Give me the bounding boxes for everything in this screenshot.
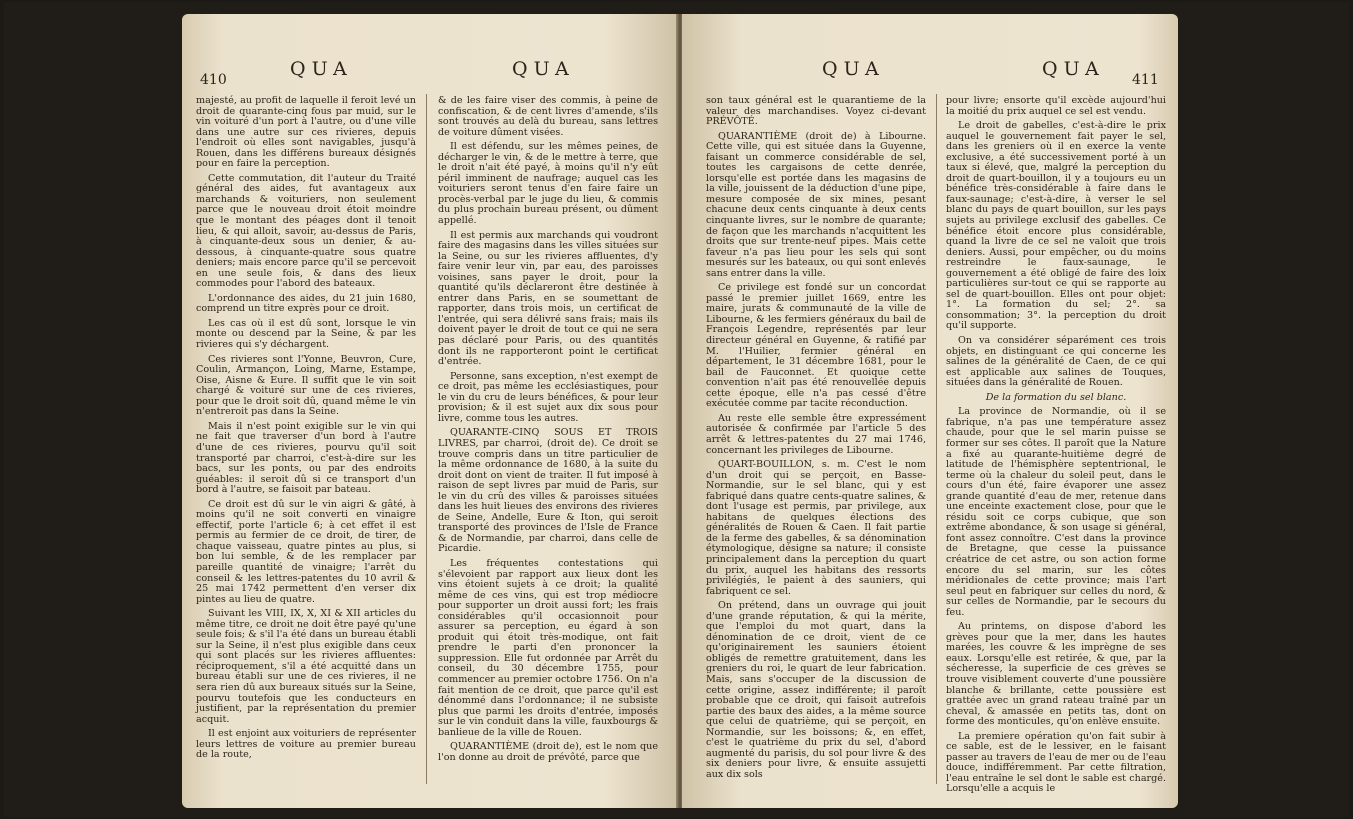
text-column-1	[706, 96, 926, 786]
paragraph: Il est permis aux marchands qui voudront faire des magasins dans les villes situées sur la Seine, ou sur les rivieres affluentes, d'y faire venir leur vin, par eau, des paroisses voisines, sans payer le droit, pour la quantité qu'ils déclareront être destinée à entrer dans Paris, en se soumettant de rapporter, dans trois mois, un certificat de l'entrée, qui sera délivré sans frais; mais ils doivent payer le droit de tout ce qui ne sera pas déclaré pour Paris, ou des quantités dont ils ne rapporteront point le certificat d'entrée.	[438, 229, 658, 368]
paragraph: Ces rivieres sont l'Yonne, Beuvron, Cure, Coulin, Armançon, Loing, Marne, Estampe, Oise, Aisne & Eure. Il suffit que le vin soit chargé & voituré sur une de ces rivieres, pour que le droit soit dû, quand même le vin n'entreroit pas dans la Seine.	[196, 353, 416, 418]
paragraph: La province de Normandie, où il se fabrique, n'a pas une température assez chaude, pour que le sel marin puisse se former sur ses côtes. Il paroît que la Nature a fixé au quarante-huitième degré de latitude de l'hémisphère septentrional, le terme où la chaleur du soleil peut, dans le cours d'un été, faire évaporer une assez grande quantité d'eau de mer, retenue dans une enceinte exactement close, pour que le résidu soit ce corps cubique, que son extrême abondance, & son usage si général, font assez connoître. C'est dans la province de Bretagne, que cesse la puissance créatrice de cet astre, ou son action forme encore du sel marin, sur les côtes méridionales de cette province; mais l'art seul peut en fabriquer sur celles du nord, & sur celles de Normandie, par le secours du feu.	[946, 406, 1166, 618]
left-page	[182, 14, 678, 808]
page-number: 411	[1132, 72, 1159, 88]
running-head: QUA	[290, 58, 353, 80]
paragraph: QUART-BOUILLON, s. m. C'est le nom d'un droit qui se perçoit, en Basse-Normandie, sur le sel blanc, qui y est fabriqué dans quatre cents-quatre salines, & dont l'usage est permis, par privilege, aux habitans de quelques élections des généralités de Rouen & Caen. Il fait partie de la ferme des gabelles, & sa dénomination étymologique, désigne sa nature; il consiste principalement dans la perception du quart du prix, auquel les habitans des ressorts privilégiés, le paient à des sauniers, qui fabriquent ce sel.	[706, 459, 926, 597]
column-rule	[936, 94, 937, 784]
paragraph: On prétend, dans un ouvrage qui jouit d'une grande réputation, & qui la mérite, que l'emploi du mot quart, dans la dénomination de ce droit, vient de ce qu'originairement les sauniers étoient obligés de remettre gratuitement, dans les greniers du roi, le quart de leur fabrication. Mais, sans s'occuper de la discussion de cette origine, assez indifférente; il paroît probable que ce droit, qui faisoit autrefois partie des baux des aides, a la même source que celui de quatrième, qui se perçoit, en Normandie, sur les boissons; &, en effet, c'est le quatrième du prix du sel, d'abord augmenté du parisis, du sol pour livre & des six deniers pour livre, & ensuite assujetti aux dix sols	[706, 600, 926, 780]
paragraph: Mais il n'est point exigible sur le vin qui ne fait que traverser d'un bord à l'autre d'une de ces rivieres, pourvu qu'il soit transporté par charroi, c'est-à-dire sur les bacs, sur les ponts, ou par des endroits guéables: il seroit dû si ce transport d'un bord à l'autre, se faisoit par bateau.	[196, 420, 416, 496]
book-spread	[4, 2, 1349, 817]
section-heading: De la formation du sel blanc.	[985, 391, 1127, 403]
paragraph: L'ordonnance des aides, du 21 juin 1680, comprend un titre exprès pour ce droit.	[196, 292, 416, 315]
paragraph: La premiere opération qu'on fait subir à ce sable, est de le lessiver, en le faisant passer au travers de l'eau de mer ou de l'eau douce, indifféremment. Par cette filtration, l'eau entraîne le sel dont le sable est chargé. Lorsqu'elle a acquis le	[946, 730, 1166, 795]
paragraph: On va considérer séparément ces trois objets, en distinguant ce qui concerne les salines de la généralité de Caen, de ce qui est applicable aux salines de Touques, situées dans la généralité de Rouen.	[946, 335, 1166, 389]
paragraph: Ce droit est dû sur le vin aigri & gâté, à moins qu'il ne soit converti en vinaigre effectif, porte l'article 6; à cet effet il est permis au fermier de ce droit, de tirer, de chaque vaisseau, quatre pintes au plus, si bon lui semble, & de les remplacer par pareille quantité de vinaigre; l'arrêt du conseil & les lettres-patentes du 10 avril & 25 mai 1742 permettent d'en verser dix pintes au lieu de quatre.	[196, 498, 416, 605]
paragraph: QUARANTIÈME (droit de), est le nom que l'on donne au droit de prévôté, parce que	[438, 741, 658, 763]
text-column-2	[946, 95, 1166, 795]
paragraph: Personne, sans exception, n'est exempt de ce droit, pas même les ecclésiastiques, pour le vin du cru de leurs bénéfices, & pour leur provision; & il est sujet aux dix sous pour livre, comme tous les autres.	[438, 370, 658, 424]
text-column-2	[438, 96, 658, 786]
paragraph: Il est défendu, sur les mêmes peines, de décharger le vin, & de le mettre à terre, que le droit n'ait été payé, à moins qu'il n'y eût péril imminent de naufrage; auquel cas les voituriers seront tenus d'en faire faire un procès-verbal par le juge du lieu, & commis du plus prochain bureau présent, ou dûment appellé.	[438, 141, 658, 227]
paragraph: Les fréquentes contestations qui s'élevoient par rapport aux lieux dont les vins étoient sujets à ce droit; la qualité même de ces vins, qui est trop médiocre pour supporter un droit aussi fort; les frais considérables qu'il occasionnoit pour assurer sa perception, eu égard à son produit qui étoit très-modique, ont fait prendre le parti d'en prononcer la suppression. Elle fut ordonnée par Arrêt du conseil, du 30 décembre 1755, pour commencer au premier octobre 1756. On n'a fait mention de ce droit, que parce qu'il est dénommé dans l'ordonnance; il ne subsiste plus que parmi les droits d'entrée, imposés sur le vin conduit dans la ville, fauxbourgs & banlieue de la ville de Rouen.	[438, 557, 658, 738]
column-rule	[426, 94, 427, 784]
paragraph: Il est enjoint aux voituriers de représenter leurs lettres de voiture au premier bureau de la route,	[196, 728, 416, 761]
right-page	[682, 14, 1178, 808]
page-number: 410	[200, 72, 227, 88]
paragraph: Cette commutation, dit l'auteur du Traité général des aides, fut avantageux aux marchands & voituriers, non seulement parce que le nouveau droit étoit moindre que le montant des péages dont il tenoit lieu, & qui alloit, savoir, au-dessus de Paris, à cinquante-deux sous un denier, & au-dessous, à cinquante-quatre sous quatre deniers; mais encore parce qu'il se percevoit en une seule fois, & dans des lieux commodes pour l'abord des bateaux.	[196, 172, 416, 290]
paragraph: Les cas où il est dû sont, lorsque le vin monte ou descend par la Seine, & par les rivieres qui s'y déchargent.	[196, 317, 416, 351]
paragraph: QUARANTIÈME (droit de) à Libourne. Cette ville, qui est située dans la Guyenne, faisant un commerce considérable de sel, toutes les cargaisons de cette denrée, lorsqu'elle est portée dans les magasins de la ville, jouissent de la déduction d'une pipe, mesure composée de six mines, pesant chacune deux cents cinquante à deux cents cinquante livres, sur le nombre de quarante; de façon que les marchands n'acquittent les droits que sur trente-neuf pipes. Mais cette faveur n'a pas lieu pour les sels qui sont mesurés sur les bateaux, ou qui sont enlevés sans entrer dans la ville.	[706, 130, 926, 279]
paragraph: majesté, au profit de laquelle il feroit levé un droit de quarante-cinq fous par muid, sur le vin voituré d'un port à l'autre, ou d'une ville dans une autre sur ces rivieres, depuis l'endroit où elles sont navigables, jusqu'à Rouen, dans les différens bureaux désignés pour en faire la perception.	[196, 95, 416, 170]
paragraph: Ce privilege est fondé sur un concordat passé le premier juillet 1669, entre les maire, jurats & communauté de la ville de Libourne, & les fermiers généraux du bail de François Legendre, représentés par leur directeur général en Guyenne, & ratifié par M. l'Huilier, fermier général en département, le 31 décembre 1681, pour le bail de Fauconnet. Et quoique cette convention n'ait pas été renouvellée depuis cette époque, elle n'a pas cessé d'être exécutée comme par tacite réconduction.	[706, 282, 926, 410]
text-column-1	[196, 96, 416, 786]
running-head: QUA	[1042, 58, 1105, 80]
paragraph: Au printems, on dispose d'abord les grèves pour que la mer, dans les hautes marées, les couvre & les imprègne de ses eaux. Lorsqu'elle est retirée, & que, par la sécheresse, la superficie de ces grèves se trouve visiblement couverte d'une poussière blanche & brillante, cette poussière est grattée avec un grand rateau traîné par un cheval, & amassée en petits tas, dont on forme des monticules, qu'on enlève ensuite.	[946, 621, 1166, 728]
running-head: QUA	[822, 58, 885, 80]
paragraph: Au reste elle semble être expressément autorisée & confirmée par l'article 5 des arrêt & lettres-patentes du 27 mai 1746, concernant les privileges de Libourne.	[706, 412, 926, 456]
paragraph: pour livre; ensorte qu'il excède aujourd'hui la moitié du prix auquel ce sel est vendu.	[946, 95, 1166, 117]
paragraph: son taux général est le quarantieme de la valeur des marchandises. Voyez ci-devant PRÉVÔTÉ.	[706, 95, 926, 128]
paragraph: QUARANTE-CINQ SOUS ET TROIS LIVRES, par charroi, (droit de). Ce droit se trouve compris dans un titre particulier de la même ordonnance de 1680, à la suite du droit dont on vient de traiter. Il fut imposé à raison de sept livres par muid de Paris, sur le vin du crû des villes & paroisses situées dans les huit lieues des environs des rivieres de Seine, Andelle, Eure & Iton, qui seroit transporté des provinces de l'Isle de France & de Normandie, par charroi, dans celle de Picardie.	[438, 427, 658, 555]
paragraph: Le droit de gabelles, c'est-à-dire le prix auquel le gouvernement fait payer le sel, dans les greniers où il en exerce la vente exclusive, a été successivement porté à un taux si élevé, que, malgré la perception du droit de quart-bouillon, il y a toujours eu un bénéfice très-considérable à faire dans le faux-saunage; c'est-à-dire, à verser le sel blanc du pays de quart bouillon, sur les pays sujets au privilege exclusif des gabelles. Ce bénéfice étoit encore plus considérable, quand la livre de ce sel ne valoit que trois deniers. Aussi, pour empêcher, ou du moins restreindre le faux-saunage, le gouvernement a été obligé de faire des loix particulières sur-tout ce qui se rapporte au sel de quart-bouillon. Elles ont pour objet: 1°. La formation du sel; 2°. sa consommation; 3°. la perception du droit qu'il supporte.	[946, 120, 1166, 332]
paragraph: & de les faire viser des commis, à peine de confiscation, & de cent livres d'amende, s'ils sont trouvés au delà du bureau, sans lettres de voiture dûment visées.	[438, 95, 658, 138]
running-head: QUA	[512, 58, 575, 80]
paragraph: Suivant les VIII, IX, X, XI & XII articles du même titre, ce droit ne doit être payé qu'une seule fois; & s'il l'a été dans un bureau établi sur la Seine, il n'est plus exigible dans ceux qui sont placés sur les rivieres affluentes: réciproquement, s'il a été acquitté dans un bureau établi sur une de ces rivieres, il ne sera rien dû aux bureaux situés sur la Seine, pourvu toutefois que les conducteurs en justifient, par la représentation du premier acquit.	[196, 608, 416, 725]
